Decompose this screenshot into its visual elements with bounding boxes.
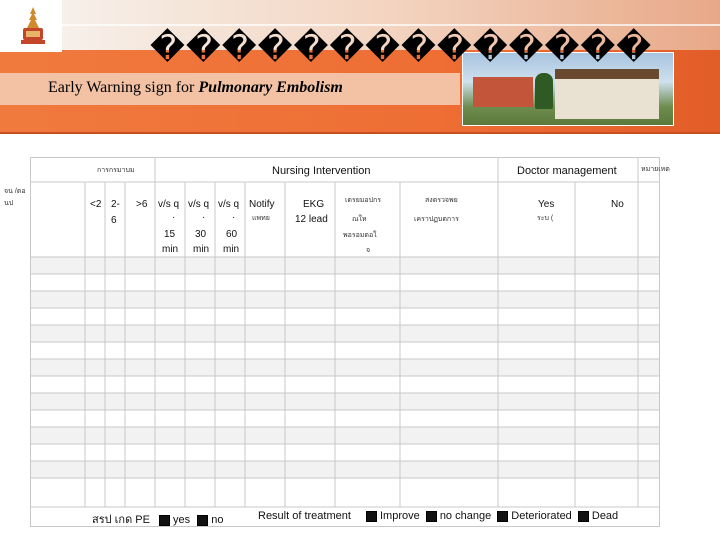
option-deteriorated[interactable] [497,510,572,522]
yes-label: yes [173,514,191,526]
dot-1: · [172,212,176,223]
improve-label: Improve [380,510,420,522]
score-lt2: <2 [90,199,102,210]
score-2-6-top: 2- [111,199,120,210]
no-label: no [211,514,224,526]
notify-label: Notify [249,199,275,210]
score-gt6: >6 [136,199,148,210]
min30-unit: min [193,244,210,255]
col-header-score: การกรมาบม [97,167,135,174]
summary-yes[interactable] [159,514,190,526]
dot-3: · [232,212,236,223]
min60-unit: min [223,244,240,255]
subtitle-label: Early Warning sign for Pulmonary Embolism [48,79,343,96]
option-dead[interactable] [578,510,618,522]
col-header-remark: หมายเหต [641,166,670,173]
checkbox-icon [197,515,208,526]
dot-2: · [202,212,206,223]
lab-1: สงตรวจพย [425,197,458,204]
doctor-yes-sub: ระบ ( [537,215,554,222]
result-row [258,510,618,522]
university-logo [0,0,62,52]
prepare-3: พอรอมตอใ [343,232,377,239]
subtitle-emphasis: Pulmonary Embolism [198,79,343,96]
col-header-doctor: Doctor management [517,165,617,177]
checkbox-icon [578,511,589,522]
summary-no[interactable] [197,514,223,526]
lab-2: เคราปฏบตการ [414,216,459,223]
summary-label: สรป เกด PE [92,514,150,526]
min60-value: 60 [226,229,238,240]
col-header-nursing: Nursing Intervention [272,165,371,177]
page-title: �������������� [150,28,653,68]
prepare-4: จ [366,247,371,254]
prepare-2: ณให [352,216,367,223]
notify-sub: แพทย [252,215,270,222]
result-label: Result of treatment [258,510,351,522]
subtitle-bar [0,73,460,105]
deteriorated-label: Deteriorated [511,510,572,522]
no-change-label: no change [439,510,492,522]
option-improve[interactable] [366,510,420,522]
dead-label: Dead [591,510,619,522]
option-no-change[interactable] [426,510,491,522]
checkbox-icon [159,515,170,526]
min30-value: 30 [195,229,207,240]
prepare-1: เตรยมอปกร [345,197,382,204]
checkbox-icon [426,511,437,522]
min15-value: 15 [164,229,176,240]
summary-row [92,510,223,528]
vs-q15-label: v/s q [158,199,180,210]
min15-unit: min [162,244,179,255]
vs-q30-label: v/s q [188,199,210,210]
score-2-6-bottom: 6 [111,215,117,226]
checkbox-icon [366,511,377,522]
row-label-1: จน /ตอ [4,188,26,195]
doctor-no: No [611,199,624,210]
doctor-yes: Yes [538,199,555,210]
banner-divider [0,132,720,134]
warning-sign-table [30,157,660,527]
checkbox-icon [497,511,508,522]
ekg-lead: 12 lead [295,214,328,225]
subtitle-text [48,79,343,97]
row-label-2: นป [4,200,14,207]
ekg-label: EKG [303,199,325,210]
vs-q60-label: v/s q [218,199,240,210]
